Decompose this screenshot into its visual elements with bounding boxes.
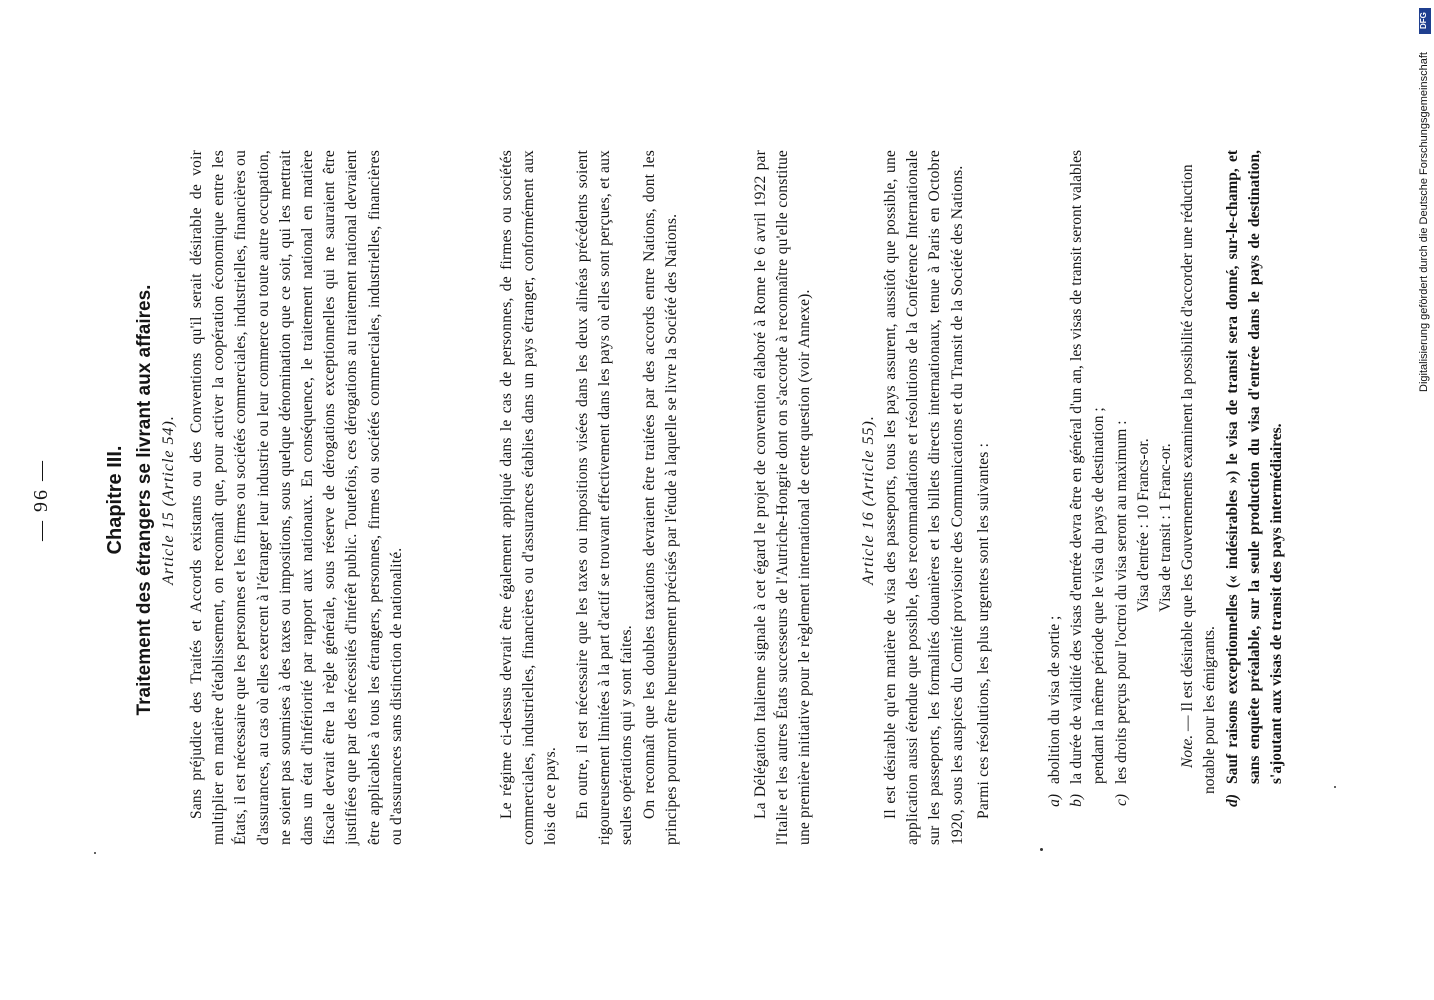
list-item xyxy=(1222,150,1289,842)
paragraph-text: Sans préjudice des Traités et Accords existants ou des Conventions qu'il serait désirable de voir multiplier en matière d'établissement, on reconnaît que, pour activer la coopération économique entre les États, il est nécessaire que les personnes et les firmes ou sociétés commerciales, industrielles, financières ou d'assurances, au cas où elles exercent à l'étranger leur industrie ou leur commerce ou toute autre occupation, ne soient pas soumises à des taxes ou impositions, sous quelque dénomination que ce soit, qui les mettrait dans un état d'infériorité par rapport aux nationaux. En conséquence, le traitement national en matière fiscale devrait être la règle générale, sous réserve de dérogations exceptionnelles qui ne sauraient être justifiées que par des nécessités d'intérêt public. Toutefois, ces dérogations au traitement national devraient être applicables à tous les étrangers, personnes, firmes ou sociétés commerciales, industrielles, financières ou d'assurances sans distinction de nationalité. xyxy=(188,150,405,845)
article-15-paragraph-2 xyxy=(496,0,563,1000)
paragraph-text: Parmi ces résolutions, les plus urgentes sont les suivantes : xyxy=(974,442,992,819)
paragraph-text: En outre, il est nécessaire que les taxes ou impositions visées dans les deux alinéas précédents soient rigoureusement limitées à la part d'actif se trouvant effectivement dans les pays où elles sont perçues, et aux seules opérations qui y sont faites. xyxy=(574,150,636,845)
digitization-credit: Digitalisierung gefördert durch die Deutsche Forschungsgemeinschaft xyxy=(1418,52,1430,392)
resolution-list xyxy=(1044,0,1288,1000)
item-label: a) xyxy=(1046,794,1063,807)
item-text: abolition du visa de sortie ; xyxy=(1046,615,1063,784)
page-number: — 96 — xyxy=(30,459,52,541)
paragraph-text: Le régime ci-dessus devrait être également appliqué dans le cas de personnes, de firmes ou sociétés commerciales, industrielles, financières ou d'assurances établies dans un pays étranger, conformément aux lois de ce pays. xyxy=(498,150,560,845)
scan-speck xyxy=(1334,786,1336,788)
item-text: Sauf raisons exceptionnelles (« indésirables ») le visa de transit sera donné, sur-le-champ, et sans enquête préalable, sur la seule production du visa d'entrée dans le pays de destination, s'ajoutant aux visas de transit des pays intermédiaires. xyxy=(1223,150,1286,784)
note xyxy=(1177,150,1221,842)
item-text: la durée de validité des visas d'entrée devra être en général d'un an, les visas de transit seront valables pendant la même période que le visa du pays de destination ; xyxy=(1068,150,1108,784)
dfg-logo: DFG xyxy=(1419,8,1431,34)
note-text: — Il est désirable que les Gouvernements examinent la possibilité d'accorder une réduction notable pour les émigrants. xyxy=(1179,164,1219,794)
scan-speck xyxy=(1040,848,1043,851)
list-item xyxy=(1044,150,1066,842)
paragraph-text: Il est désirable qu'en matière de visa des passeports, tous les pays assurent, aussitôt que possible, une application aussi étendue que possible, des recommandations et résolutions de la Conférence Internationale sur les passeports, les formalités douanières et les billets directs internationaux, tenue à Paris en Octobre 1920, sous les auspices du Comité provisoire des Communications et du Transit de la Société des Nations. xyxy=(882,150,966,845)
item-label: b) xyxy=(1068,794,1086,807)
scan-speck xyxy=(94,852,96,854)
paragraph-text: La Délégation Italienne signale à cet égard le projet de convention élaboré à Rome le 6 avril 1922 par l'Italie et les autres États successeurs de l'Autriche-Hongrie dont on s'accorde à reconnaître qu'elle constitue une première initiative pour le règlement international de cette question (voir Annexe). xyxy=(752,150,814,845)
article-16-paragraph-1 xyxy=(880,0,995,1000)
item-label: c) xyxy=(1112,794,1130,807)
paragraph-text: On reconnaît que les doubles taxations devraient être traitées par des accords entre Nations, dont les principes pourront être heureusement précisés par l'étude à laquelle se livre la Société des Nations. xyxy=(640,150,680,845)
item-label: d) xyxy=(1223,794,1241,807)
article-15-paragraph-1 xyxy=(186,0,408,1000)
article-16-heading: Article 16 (Article 55). xyxy=(860,415,877,585)
item-text: les droits perçus pour l'octroi du visa seront au maximum : xyxy=(1112,420,1130,784)
list-item xyxy=(1066,150,1110,842)
chapter-heading: Chapitre III. xyxy=(104,445,126,555)
visa-entry-fee: Visa d'entrée : 10 Francs-or. xyxy=(1134,438,1152,612)
chapter-title: Traitement des étrangers se livrant aux affaires. xyxy=(134,284,155,716)
note-lead: Note. xyxy=(1179,734,1197,768)
article-15-paragraph-3 xyxy=(572,0,683,1000)
article-15-heading: Article 15 (Article 54). xyxy=(160,415,177,585)
visa-transit-fee: Visa de transit : 1 Franc-or. xyxy=(1157,443,1175,612)
list-item xyxy=(1111,150,1133,842)
article-15-paragraph-4 xyxy=(750,0,817,1000)
